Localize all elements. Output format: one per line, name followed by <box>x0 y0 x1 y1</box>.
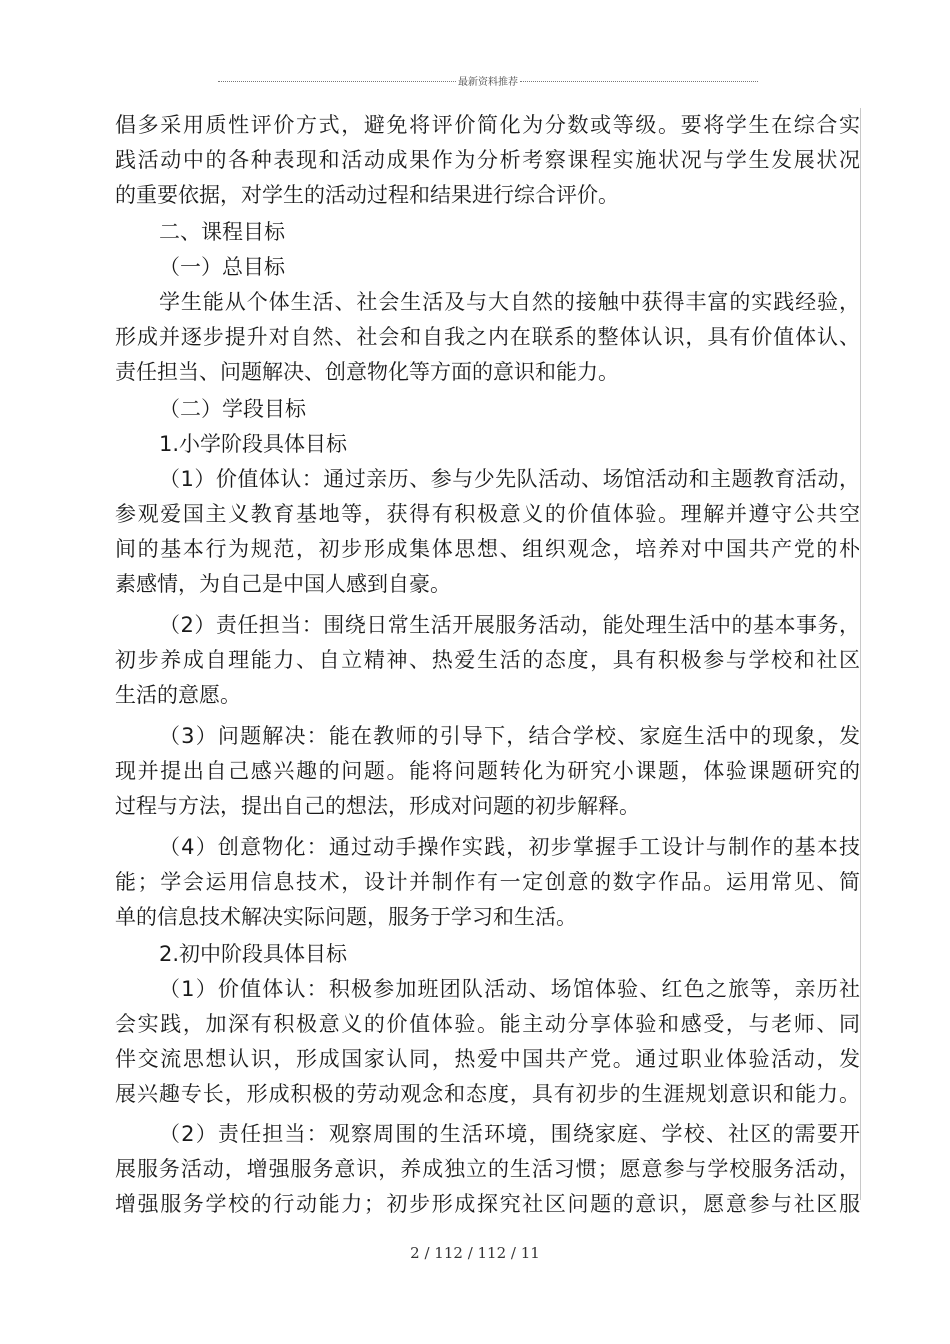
text-line: 伴交流思想认识，形成国家认同，热爱中国共产党。通过职业体验活动，发 <box>115 1047 860 1071</box>
text-line: （3）问题解决：能在教师的引导下，结合学校、家庭生活中的现象，发 <box>159 724 860 748</box>
text-line: 现并提出自己感兴趣的问题。能将问题转化为研究小课题，体验课题研究的 <box>115 759 860 783</box>
header-dotted-rule-left <box>218 81 456 82</box>
text-line: 展服务活动，增强服务意识，养成独立的生活习惯；愿意参与学校服务活动， <box>115 1157 860 1181</box>
header-label: 最新资料推荐 <box>458 77 518 88</box>
text-line: 增强服务学校的行动能力；初步形成探究社区问题的意识，愿意参与社区服 <box>115 1192 860 1216</box>
text-line: 初步养成自理能力、自立精神、热爱生活的态度，具有积极参与学校和社区 <box>115 648 860 672</box>
item-heading: 2.初中阶段具体目标 <box>159 942 348 966</box>
document-body <box>115 108 860 1222</box>
text-line: （1）价值体认：积极参加班团队活动、场馆体验、红色之旅等，亲历社 <box>159 977 860 1001</box>
page-number: 2 / 112 / 112 / 11 <box>410 1244 540 1262</box>
text-line: 间的基本行为规范，初步形成集体思想、组织观念，培养对中国共产党的朴 <box>115 537 860 561</box>
item-heading: 1.小学阶段具体目标 <box>159 432 348 456</box>
text-line: （1）价值体认：通过亲历、参与少先队活动、场馆活动和主题教育活动， <box>159 467 860 491</box>
text-line: 参观爱国主义教育基地等，获得有积极意义的价值体验。理解并遵守公共空 <box>115 502 860 526</box>
text-line: 形成并逐步提升对自然、社会和自我之内在联系的整体认识，具有价值体认、 <box>115 325 860 349</box>
text-line: 展兴趣专长，形成积极的劳动观念和态度，具有初步的生涯规划意识和能力。 <box>115 1082 860 1106</box>
text-line: 责任担当、问题解决、创意物化等方面的意识和能力。 <box>115 360 619 384</box>
text-line: 的重要依据，对学生的活动过程和结果进行综合评价。 <box>115 183 619 207</box>
section-heading: 二、课程目标 <box>159 220 285 244</box>
text-line: 倡多采用质性评价方式，避免将评价简化为分数或等级。要将学生在综合实 <box>115 113 860 137</box>
text-line: 过程与方法，提出自己的想法，形成对问题的初步解释。 <box>115 794 640 818</box>
text-line: 学生能从个体生活、社会生活及与大自然的接触中获得丰富的实践经验， <box>159 290 860 314</box>
text-line: 素感情，为自己是中国人感到自豪。 <box>115 572 451 596</box>
text-line: 践活动中的各种表现和活动成果作为分析考察课程实施状况与学生发展状况 <box>115 148 860 172</box>
text-line: 单的信息技术解决实际问题，服务于学习和生活。 <box>115 905 577 929</box>
page-header <box>218 73 758 88</box>
right-margin-rule <box>860 108 861 1200</box>
text-line: （2）责任担当：围绕日常生活开展服务活动，能处理生活中的基本事务， <box>159 613 860 637</box>
subsection-heading: （一）总目标 <box>159 255 285 279</box>
text-line: 能；学会运用信息技术，设计并制作有一定创意的数字作品。运用常见、简 <box>115 870 860 894</box>
text-line: 生活的意愿。 <box>115 683 241 707</box>
header-dotted-rule-right <box>520 81 758 82</box>
subsection-heading: （二）学段目标 <box>159 397 306 421</box>
text-line: （2）责任担当：观察周围的生活环境，围绕家庭、学校、社区的需要开 <box>159 1122 860 1146</box>
text-line: （4）创意物化：通过动手操作实践，初步掌握手工设计与制作的基本技 <box>159 835 860 859</box>
text-line: 会实践，加深有积极意义的价值体验。能主动分享体验和感受，与老师、同 <box>115 1012 860 1036</box>
